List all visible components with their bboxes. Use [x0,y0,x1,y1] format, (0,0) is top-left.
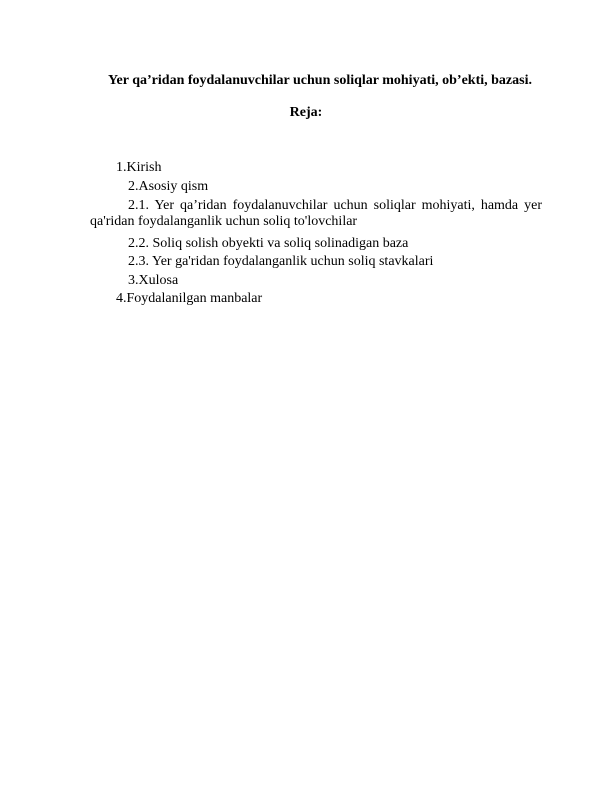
plan-item-main-part: 2.Asosiy qism [128,179,209,194]
plan-item-2-2: 2.2. Soliq solish obyekti va soliq solinadigan baza [128,236,409,251]
plan-item-introduction: 1.Kirish [116,160,162,175]
plan-item-2-1-line-2: qa'ridan foydalanganlik uchun soliq to'lovchilar [90,214,358,229]
plan-item-2-1-line-1: 2.1. Yer qa’ridan foydalanuvchilar uchun soliqlar mohiyati, hamda yer [128,198,542,213]
plan-item-conclusion: 3.Xulosa [128,273,179,288]
document-title: Yer qa’ridan foydalanuvchilar uchun soliqlar mohiyati, ob’ekti, bazasi. [108,73,532,88]
plan-item-sources: 4.Foydalanilgan manbalar [116,291,263,306]
plan-item-2-3: 2.3. Yer ga'ridan foydalanganlik uchun soliq stavkalari [128,254,434,269]
plan-heading: Reja: [289,105,323,120]
